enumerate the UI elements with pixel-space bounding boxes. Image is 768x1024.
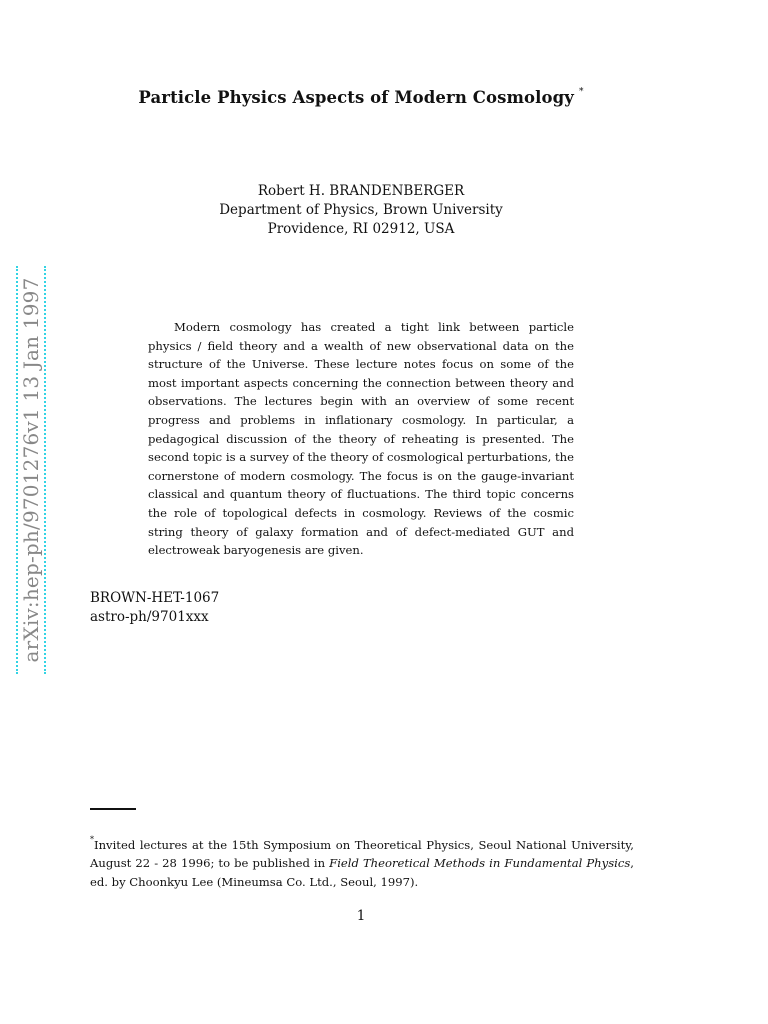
page-number: 1 (356, 908, 366, 924)
archive-id: astro-ph/9701xxx (90, 609, 209, 625)
report-number: BROWN-HET-1067 (90, 590, 220, 606)
author-name: Robert H. BRANDENBERGER (257, 183, 465, 199)
footnote (90, 833, 634, 891)
footnote-rule (90, 808, 136, 810)
author-address: Providence, RI 02912, USA (267, 221, 455, 237)
arxiv-stamp-text: arXiv:hep-ph/9701276v1 13 Jan 1997 (19, 277, 43, 663)
footnote-mark: * (90, 835, 94, 844)
abstract (148, 318, 574, 560)
footnote-text-after: , ed. by Choonkyu Lee (Mineumsa Co. Ltd., Seoul, 1997). (90, 856, 634, 889)
arxiv-stamp (16, 266, 46, 674)
author-affiliation: Department of Physics, Brown University (219, 202, 503, 218)
abstract-text: Modern cosmology has created a tight link between particle physics / field theory and a wealth of new observational data on the structure of the Universe. These lecture notes focus on some of the most important aspects concerning the connection between theory and observations. The lectures begin with an overview of some recent progress and problems in inflationary cosmology. In particular, a pedagogical discussion of the theory of reheating is presented. The second topic is a survey of the theory of cosmological perturbations, the cornerstone of modern cosmology. The focus is on the gauge-invariant classical and quantum theory of fluctuations. The third topic concerns the role of topological defects in cosmology. Reviews of the cosmic string theory of galaxy formation and of defect-mediated GUT and electroweak baryogenesis are given. (148, 320, 574, 558)
footnote-book-title: Field Theoretical Methods in Fundamental Physics (329, 856, 631, 871)
report-numbers (90, 589, 219, 627)
footnote-text-before: Invited lectures at the 15th Symposium on Theoretical Physics, Seoul National University, August 22 - 28 1996; to be published in (90, 837, 634, 871)
paper-title (0, 88, 722, 107)
author-block (0, 182, 722, 239)
title-footnote-mark: * (578, 86, 584, 97)
paper-title-text: Particle Physics Aspects of Modern Cosmology (138, 88, 574, 107)
